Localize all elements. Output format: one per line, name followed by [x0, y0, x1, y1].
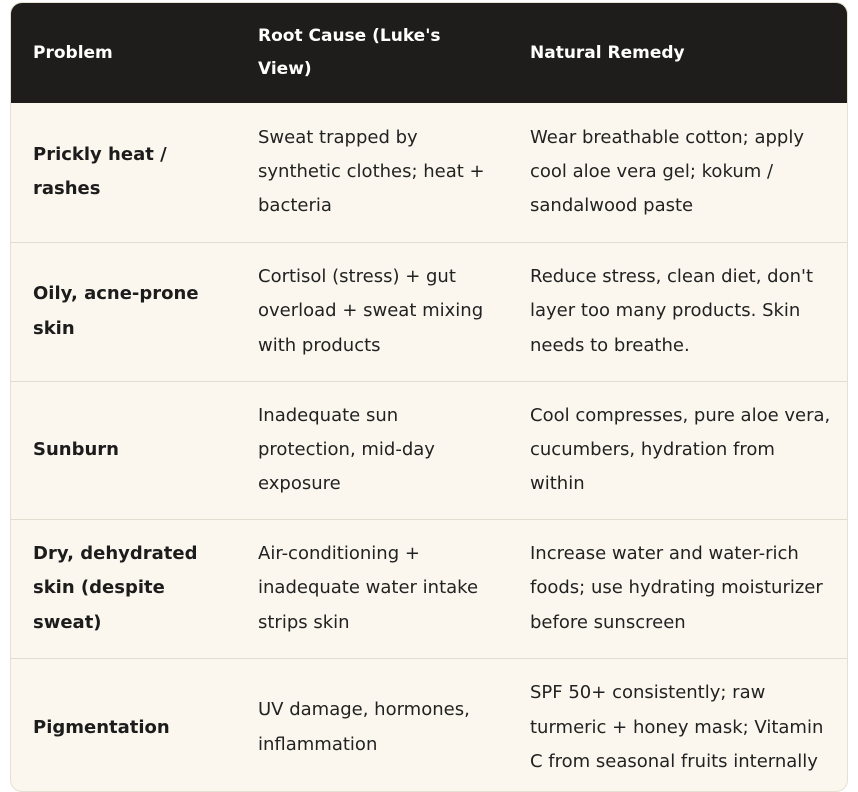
header-root-cause: Root Cause (Luke's View) [258, 26, 441, 79]
table-row [11, 658, 847, 792]
cell-root-cause: Air-conditioning + inadequate water intake strips skin [258, 543, 479, 633]
table-row [11, 381, 847, 519]
cell-problem: Oily, acne-prone skin [33, 283, 199, 339]
table-body [11, 103, 847, 792]
table-row [11, 242, 847, 381]
header-problem: Problem [33, 42, 113, 63]
header-natural-remedy: Natural Remedy [530, 42, 685, 63]
cell-root-cause: Cortisol (stress) + gut overload + sweat mixing with products [258, 266, 484, 356]
header-row [11, 3, 847, 103]
cell-problem: Prickly heat / rashes [33, 143, 167, 200]
table-row [11, 519, 847, 658]
cell-problem: Dry, dehydrated skin (despite sweat) [33, 543, 198, 633]
table-header [11, 3, 847, 103]
remedies-table-container [10, 2, 848, 792]
cell-root-cause: UV damage, hormones, inflammation [258, 699, 470, 755]
cell-problem: Pigmentation [33, 716, 170, 738]
cell-natural-remedy: Wear breathable cotton; apply cool aloe vera gel; kokum / sandalwood paste [530, 126, 804, 217]
cell-natural-remedy: Cool compresses, pure aloe vera, cucumbers, hydration from within [530, 404, 831, 495]
cell-problem: Sunburn [33, 438, 119, 460]
table-row [11, 103, 847, 242]
cell-natural-remedy: Increase water and water-rich foods; use hydrating moisturizer before sunscreen [530, 543, 823, 633]
cell-root-cause: Inadequate sun protection, mid-day exposure [258, 404, 435, 495]
cell-root-cause: Sweat trapped by synthetic clothes; heat + bacteria [258, 126, 485, 217]
remedies-table [11, 3, 847, 792]
cell-natural-remedy: Reduce stress, clean diet, don't layer too many products. Skin needs to breathe. [530, 266, 813, 356]
cell-natural-remedy: SPF 50+ consistently; raw turmeric + honey mask; Vitamin C from seasonal fruits internally [530, 682, 824, 772]
